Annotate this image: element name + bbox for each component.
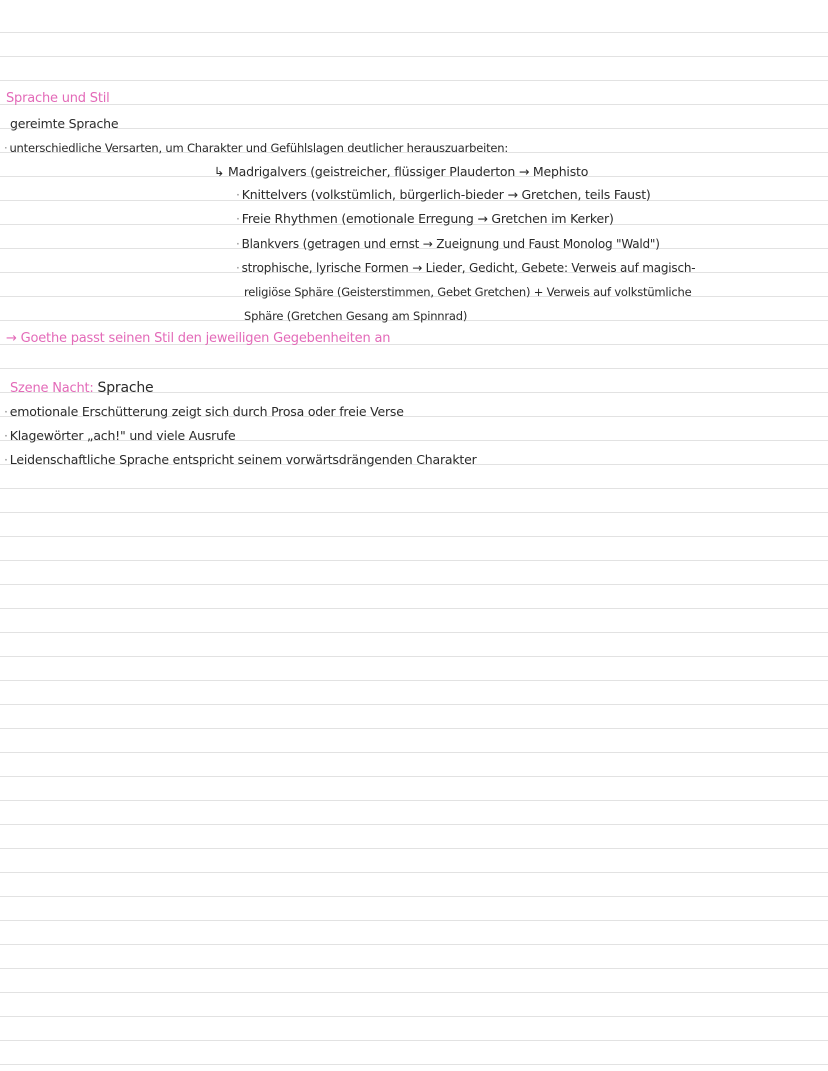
point-leidenschaftliche-sprache xyxy=(4,452,477,468)
section-heading-szene-nacht-prefix: Szene Nacht: xyxy=(10,381,94,396)
point-emotionale-erschuetterung-text: emotionale Erschütterung zeigt sich durch Prosa oder freie Verse xyxy=(9,404,404,419)
note-line-versarten-text: unterschiedliche Versarten, um Charakter und Gefühlslagen deutlicher herauszuarbeiten: xyxy=(9,141,509,155)
verse-type-strophische-formen-cont: religiöse Sphäre (Geisterstimmen, Gebet Gretchen) + Verweis auf volkstümliche xyxy=(244,285,692,299)
verse-type-strophische-formen-cont2: Sphäre (Gretchen Gesang am Spinnrad) xyxy=(244,309,468,323)
point-emotionale-erschuetterung xyxy=(4,404,404,420)
verse-type-freie-rhythmen xyxy=(236,211,614,227)
note-line-gereimte-sprache: gereimte Sprache xyxy=(10,116,119,131)
note-line-versarten xyxy=(4,140,508,156)
section-heading-szene-nacht-suffix: Sprache xyxy=(97,380,154,396)
point-klagewoerter-text: Klagewörter „ach!" und viele Ausrufe xyxy=(9,428,236,443)
verse-type-madrigalvers: ↳ Madrigalvers (geistreicher, flüssiger Plauderton → Mephisto xyxy=(214,164,589,179)
verse-type-blankvers xyxy=(236,236,660,252)
conclusion-goethe-stil: → Goethe passt seinen Stil den jeweiligen Gegebenheiten an xyxy=(6,331,391,346)
point-klagewoerter xyxy=(4,428,236,444)
section-heading-sprache-und-stil: Sprache und Stil xyxy=(6,91,110,106)
verse-type-freie-rhythmen-text: Freie Rhythmen (emotionale Erregung → Gretchen im Kerker) xyxy=(241,211,614,226)
verse-type-strophische-formen xyxy=(236,260,695,276)
verse-type-blankvers-text: Blankvers (getragen und ernst → Zueignung und Faust Monolog "Wald") xyxy=(241,237,660,251)
verse-type-knittelvers-text: Knittelvers (volkstümlich, bürgerlich-bieder → Gretchen, teils Faust) xyxy=(241,187,651,202)
point-leidenschaftliche-sprache-text: Leidenschaftliche Sprache entspricht seinem vorwärtsdrängenden Charakter xyxy=(9,452,477,467)
section-heading-szene-nacht xyxy=(10,380,153,397)
verse-type-knittelvers xyxy=(236,187,651,203)
verse-type-strophische-formen-text: strophische, lyrische Formen → Lieder, Gedicht, Gebete: Verweis auf magisch- xyxy=(241,261,696,275)
